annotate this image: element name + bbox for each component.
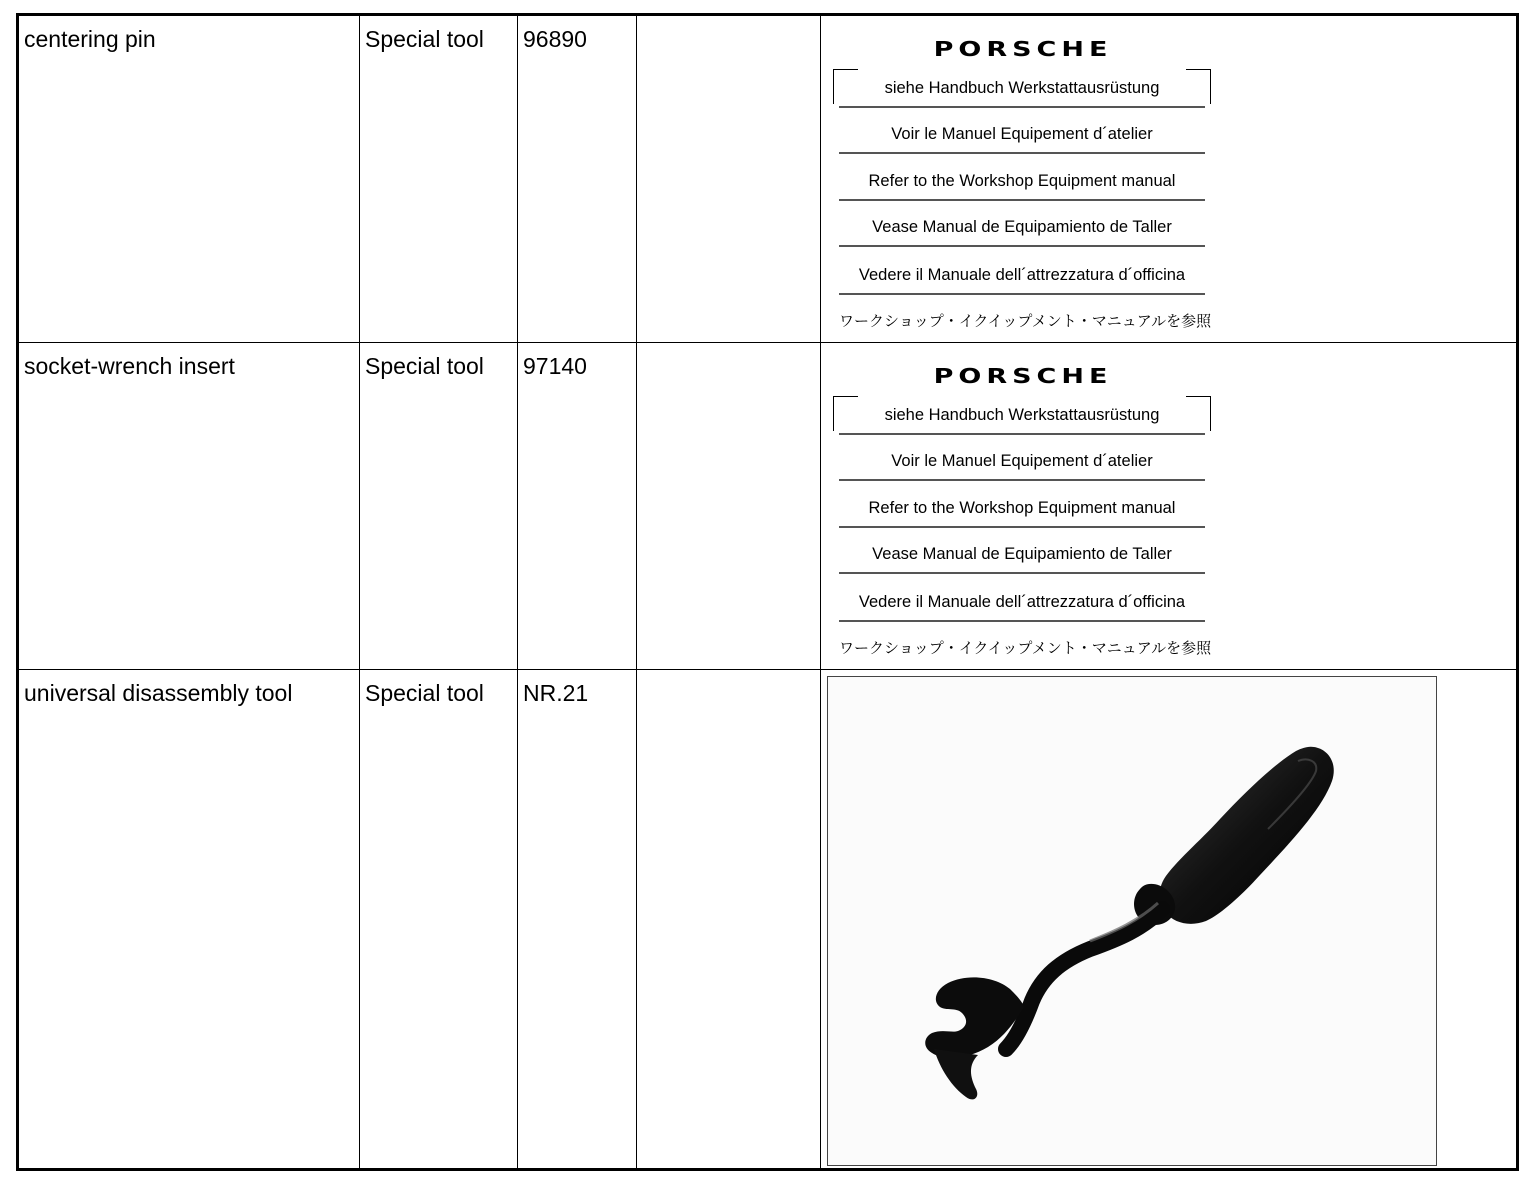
tool-note	[637, 670, 821, 1168]
tool-note	[637, 16, 821, 342]
reference-line-en: Refer to the Workshop Equipment manual	[839, 171, 1205, 201]
reference-line-de: siehe Handbuch Werkstattausrüstung	[839, 78, 1205, 108]
special-tools-table	[16, 13, 1519, 1171]
reference-line-es: Vease Manual de Equipamiento de Taller	[839, 544, 1205, 574]
tool-number: NR.21	[518, 670, 637, 1168]
tool-description: centering pin	[19, 16, 360, 342]
reference-line-it: Vedere il Manuale dell´attrezzatura d´officina	[839, 265, 1205, 295]
reference-line-ja: ワークショップ・イクイップメント・マニュアルを参照	[839, 313, 1212, 330]
tool-description: socket-wrench insert	[19, 343, 360, 669]
reference-line-en: Refer to the Workshop Equipment manual	[839, 498, 1205, 528]
reference-line-fr: Voir le Manuel Equipement d´atelier	[839, 124, 1205, 154]
reference-line-de: siehe Handbuch Werkstattausrüstung	[839, 405, 1205, 435]
tool-image-cell	[821, 670, 1516, 1168]
tool-description: universal disassembly tool	[19, 670, 360, 1168]
table-row	[19, 343, 1516, 670]
table-row	[19, 16, 1516, 343]
tool-number: 97140	[518, 343, 637, 669]
tool-category: Special tool	[360, 343, 518, 669]
tool-reference-cell	[821, 343, 1516, 669]
tool-reference-cell	[821, 16, 1516, 342]
reference-line-ja: ワークショップ・イクイップメント・マニュアルを参照	[839, 640, 1212, 657]
disassembly-tool-icon	[828, 677, 1436, 1165]
table-row	[19, 670, 1516, 1168]
reference-line-es: Vease Manual de Equipamiento de Taller	[839, 217, 1205, 247]
reference-line-it: Vedere il Manuale dell´attrezzatura d´officina	[839, 592, 1205, 622]
tool-category: Special tool	[360, 670, 518, 1168]
disassembly-tool-photo	[827, 676, 1437, 1166]
reference-line-fr: Voir le Manuel Equipement d´atelier	[839, 451, 1205, 481]
porsche-logo: PORSCHE	[933, 38, 1113, 62]
tool-number: 96890	[518, 16, 637, 342]
porsche-logo: PORSCHE	[933, 365, 1113, 389]
tool-category: Special tool	[360, 16, 518, 342]
tool-note	[637, 343, 821, 669]
workshop-manual-reference	[833, 363, 1213, 663]
workshop-manual-reference	[833, 36, 1213, 336]
